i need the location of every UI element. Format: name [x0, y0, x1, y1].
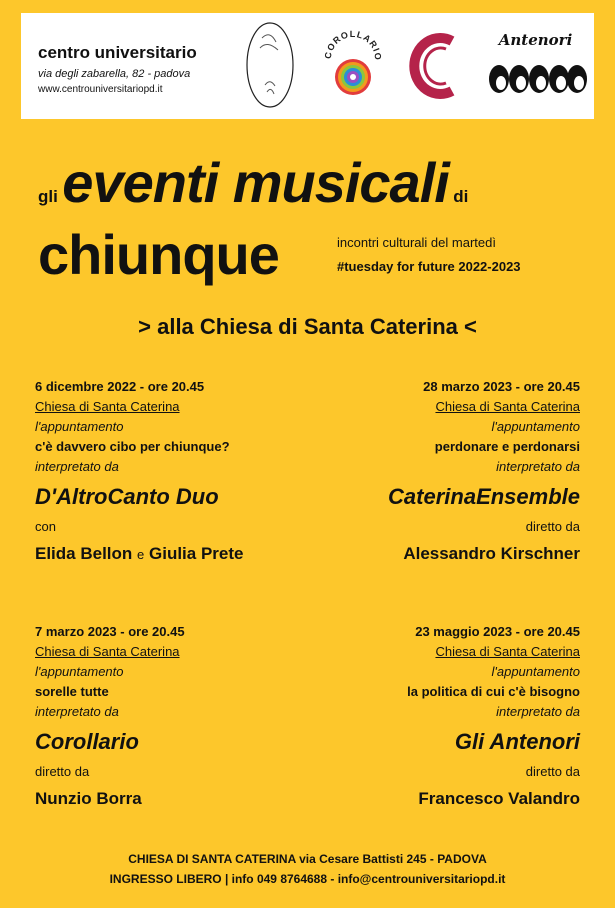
subtitle-incontri: incontri culturali del martedì [337, 235, 496, 250]
event-card-2 [320, 377, 580, 567]
event-date: 7 marzo 2023 - ore 20.45 [35, 624, 185, 639]
org-website[interactable]: www.centrouniversitariopd.it [38, 84, 163, 95]
event-title: perdonare e perdonarsi [434, 439, 580, 454]
event-connector: diretto da [35, 764, 90, 779]
event-connector: diretto da [525, 519, 580, 534]
event-performer: Gli Antenori [454, 729, 580, 754]
event-church-link[interactable]: Chiesa di Santa Caterina [435, 399, 580, 414]
event-performer: Corollario [35, 729, 139, 754]
event-date: 28 marzo 2023 - ore 20.45 [423, 379, 580, 394]
event-name-1: Elida Bellon [35, 544, 133, 563]
event-card-1 [35, 377, 295, 568]
event-title: c'è davvero cibo per chiunque? [35, 439, 230, 454]
location-title: > alla Chiesa di Santa Caterina < [138, 314, 477, 339]
event-names [35, 541, 295, 568]
event-appuntamento: l'appuntamento [35, 419, 124, 434]
corollario-logo-icon [323, 25, 383, 107]
footer-contacts: INGRESSO LIBERO | info 049 8764688 - info@centrouniversitariopd.it [109, 872, 506, 886]
footer-address: CHIESA DI SANTA CATERINA via Cesare Battisti 245 - PADOVA [128, 852, 487, 866]
header-banner [21, 13, 594, 119]
altrocanto-logo-icon [245, 20, 295, 110]
event-director: Alessandro Kirschner [403, 544, 580, 563]
event-performer: D'AltroCanto Duo [35, 484, 219, 509]
event-appuntamento: l'appuntamento [35, 664, 124, 679]
antenori-wordmark: Antenori [498, 31, 573, 49]
title-chiunque: chiunque [38, 223, 279, 286]
event-date: 6 dicembre 2022 - ore 20.45 [35, 379, 205, 394]
event-card-3 [35, 622, 295, 812]
event-church-link[interactable]: Chiesa di Santa Caterina [35, 399, 180, 414]
event-director: Nunzio Borra [35, 789, 142, 808]
title-di: di [453, 187, 469, 206]
event-church-link[interactable]: Chiesa di Santa Caterina [35, 644, 180, 659]
event-card-4 [320, 622, 580, 812]
event-director: Francesco Valandro [418, 789, 580, 808]
subtitle-hashtag: #tuesday for future 2022-2023 [337, 259, 521, 274]
org-address: via degli zabarella, 82 - padova [38, 68, 191, 80]
event-church-link[interactable]: Chiesa di Santa Caterina [435, 644, 580, 659]
event-date: 23 maggio 2023 - ore 20.45 [415, 624, 580, 639]
title-gli: gli [38, 187, 58, 206]
event-interpretato: interpretato da [496, 459, 580, 474]
event-title: sorelle tutte [35, 684, 109, 699]
event-connector: con [35, 519, 56, 534]
org-name: centro universitario [38, 43, 197, 62]
title-row [38, 150, 468, 220]
event-interpretato: interpretato da [35, 704, 119, 719]
event-connector: diretto da [525, 764, 580, 779]
event-performer: CaterinaEnsemble [388, 484, 580, 509]
event-interpretato: interpretato da [35, 459, 119, 474]
event-appuntamento: l'appuntamento [491, 664, 580, 679]
event-interpretato: interpretato da [496, 704, 580, 719]
event-appuntamento: l'appuntamento [491, 419, 580, 434]
antenori-logo [483, 27, 588, 107]
event-name-2: Giulia Prete [149, 544, 244, 563]
title-main: eventi musicali [62, 151, 449, 214]
event-name-join: e [137, 547, 145, 562]
c-logo-icon [406, 27, 462, 105]
svg-text:COROLLARIO: COROLLARIO [323, 28, 383, 62]
event-title: la politica di cui c'è bisogno [407, 684, 580, 699]
